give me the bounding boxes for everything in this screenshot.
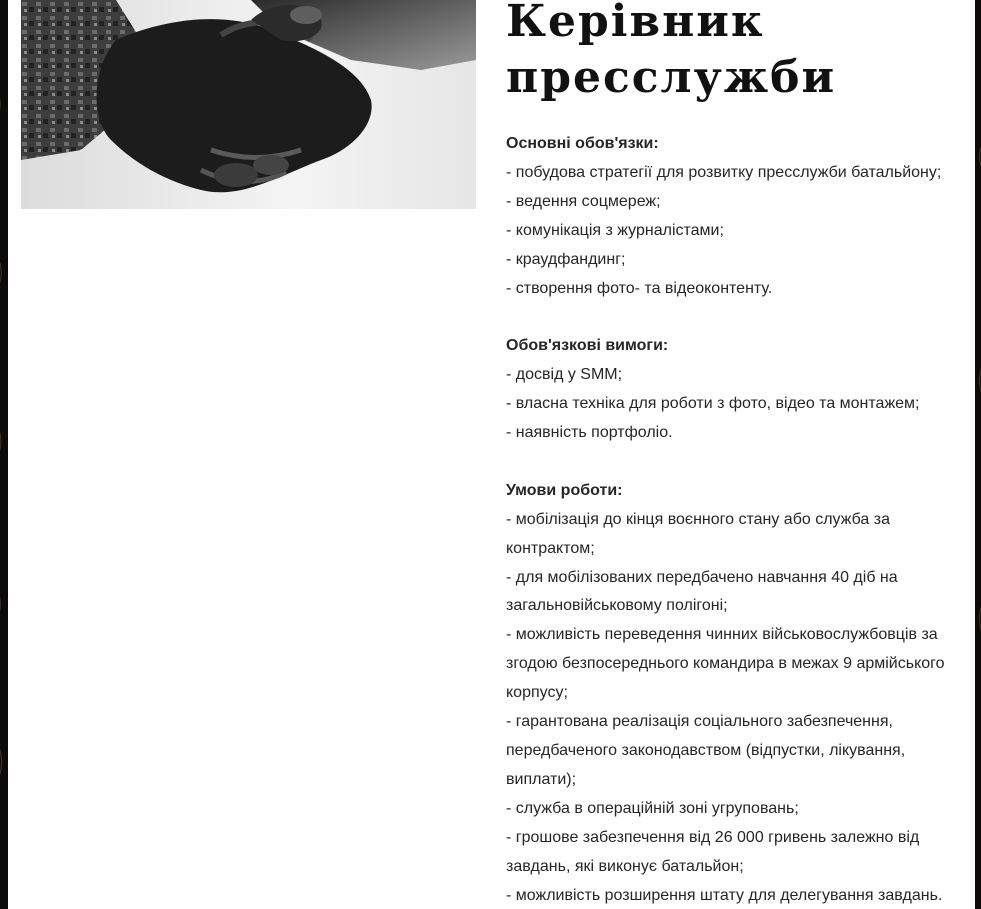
title-line-2: пресслужби [506,52,837,103]
requirements-heading: Обов'язкові вимоги: [506,337,669,355]
list-item: - можливість переведення чинних військовослужбовців за згодою безпосереднього командира в межах 9 армійського корпусу; [506,626,945,702]
handshake-image [21,0,476,209]
vacancy-content [506,0,968,904]
page-title [506,0,968,106]
vacancy-card [8,0,975,909]
requirements-section [506,332,968,448]
list-item: - для мобілізованих передбачено навчання 40 діб на загальновійськовому полігоні; [506,568,898,615]
list-item: - наявність портфоліо. [506,424,673,442]
title-line-1: Керівник [506,0,765,47]
list-item: - створення фото- та відеоконтенту. [506,279,773,297]
list-item: - побудова стратегії для розвитку пресслужби батальйону; [506,163,942,181]
conditions-heading: Умови роботи: [506,481,623,499]
conditions-section [506,477,968,909]
list-item: - досвід у SMM; [506,366,623,384]
list-item: - власна техніка для роботи з фото, відео та монтажем; [506,395,920,413]
list-item: - мобілізація до кінця воєнного стану або служба за контрактом; [506,510,890,557]
duties-heading: Основні обов'язки: [506,135,659,152]
list-item: - комунікація з журналістами; [506,221,724,239]
list-item: - гарантована реалізація соціального забезпечення, передбаченого законодавством (відпустки, лікування, виплати); [506,713,906,788]
list-item: - краудфандинг; [506,250,626,268]
list-item: - служба в операційній зоні угруповань; [506,799,799,817]
list-item: - ведення соцмереж; [506,192,661,210]
decorative-pattern-left [0,0,8,909]
list-item: - можливість розширення штату для делегування завдань. [506,886,943,904]
vacancy-details [506,130,968,909]
list-item: - грошове забезпечення від 26 000 гривень залежно від завдань, які виконує батальйон; [506,828,920,875]
duties-section [506,130,968,303]
